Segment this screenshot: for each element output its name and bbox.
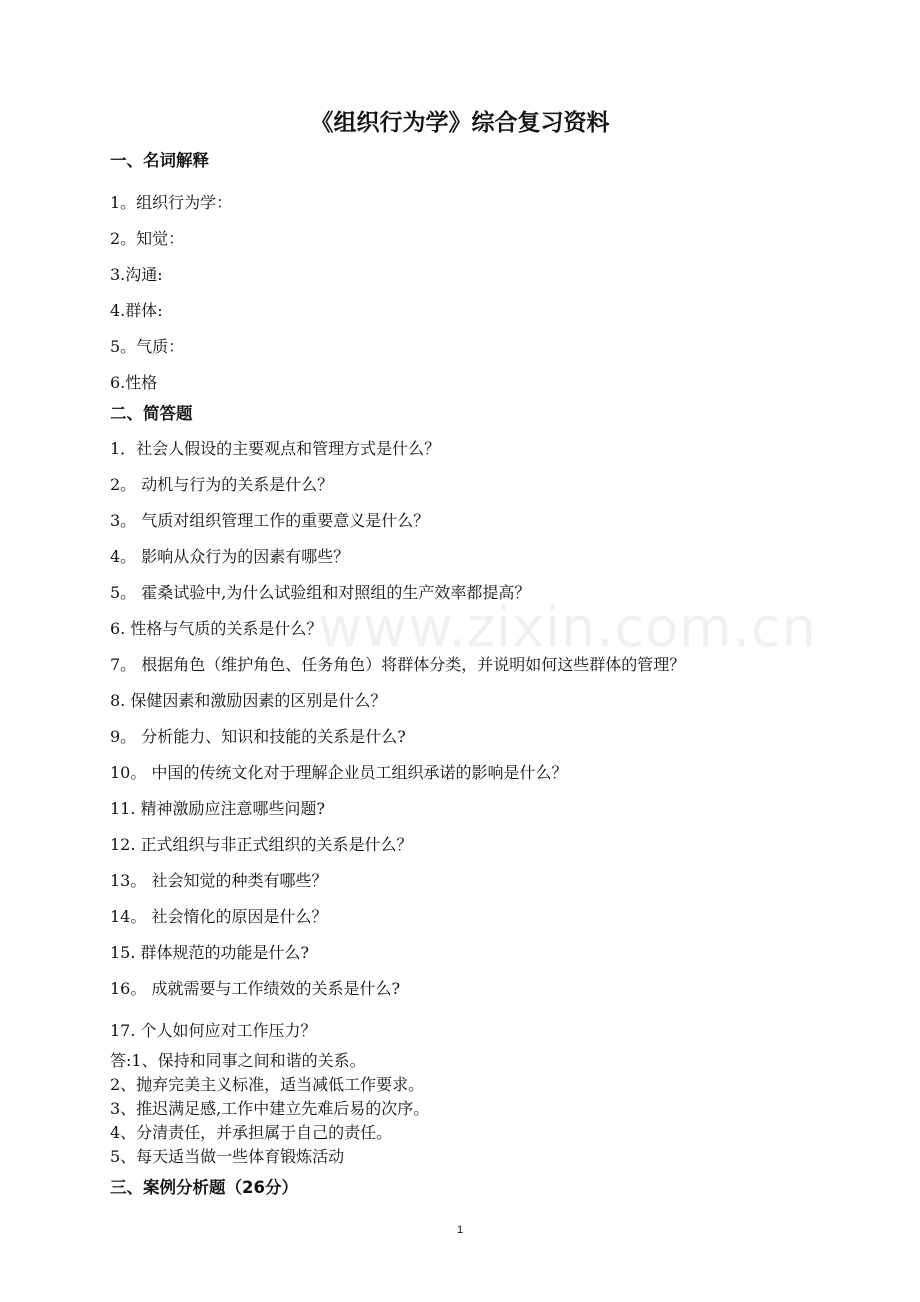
question-item: 2。 动机与行为的关系是什么？ [110,475,334,494]
answer-line: 答:1、保持和同事之间和谐的关系。 [110,1051,366,1070]
term-item: 1。组织行为学： [110,193,233,212]
section-heading-case-analysis: 三、案例分析题（26分） [110,1178,298,1197]
question-item: 8. 保健因素和激励因素的区别是什么？ [110,691,387,710]
answer-line: 4、分清责任，并承担属于自己的责任。 [110,1123,393,1142]
question-item: 11. 精神激励应注意哪些问题? [110,799,326,818]
watermark: www.zixin.com.cn [318,596,817,659]
question-item: 14。 社会惰化的原因是什么？ [110,907,328,926]
section-heading-short-answer: 二、简答题 [110,404,193,423]
question-item: 10。 中国的传统文化对于理解企业员工组织承诺的影响是什么？ [110,763,568,782]
question-item: 4。 影响从众行为的因素有哪些？ [110,547,350,566]
question-item: 17. 个人如何应对工作压力？ [110,1021,317,1040]
section-heading-terms: 一、名词解释 [110,151,209,170]
term-item: 2。知觉： [110,229,185,248]
question-item: 5。 霍桑试验中,为什么试验组和对照组的生产效率都提高？ [110,583,531,602]
question-item: 15. 群体规范的功能是什么? [110,943,310,962]
question-item: 16。 成就需要与工作绩效的关系是什么? [110,979,401,998]
question-item: 12. 正式组织与非正式组织的关系是什么？ [110,835,413,854]
question-item: 9。 分析能力、知识和技能的关系是什么? [110,727,406,746]
question-item: 6. 性格与气质的关系是什么？ [110,619,323,638]
page-number: 1 [456,1224,464,1236]
answer-line: 2、抛弃完美主义标准，适当减低工作要求。 [110,1075,425,1094]
page-title: 《组织行为学》综合复习资料 [310,110,610,136]
question-item: 3。 气质对组织管理工作的重要意义是什么？ [110,511,430,530]
question-item: 7。 根据角色（维护角色、任务角色）将群体分类，并说明如何这些群体的管理？ [110,655,686,674]
term-item: 5。气质： [110,337,185,356]
answer-line: 5、每天适当做一些体育锻炼活动 [110,1147,345,1166]
answer-line: 3、推迟满足感,工作中建立先难后易的次序。 [110,1099,430,1118]
term-item: 3.沟通: [110,265,163,284]
term-item: 4.群体: [110,301,163,320]
term-item: 6.性格 [110,373,158,392]
question-item: 1．社会人假设的主要观点和管理方式是什么？ [110,439,441,458]
question-item: 13。 社会知觉的种类有哪些？ [110,871,328,890]
